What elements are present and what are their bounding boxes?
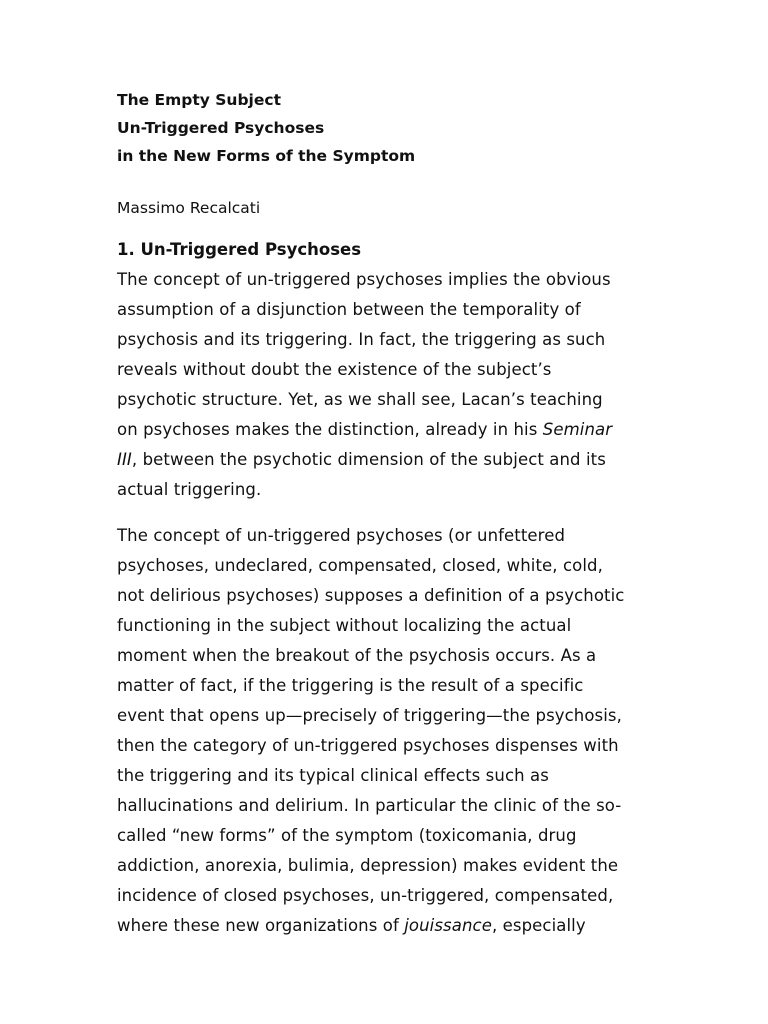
text-line: then the category of un-triggered psychoses dispenses with xyxy=(117,736,619,755)
title-line-1: The Empty Subject xyxy=(117,91,281,109)
text-line: matter of fact, if the triggering is the result of a specific xyxy=(117,676,584,695)
italic-term: jouissance xyxy=(404,916,492,935)
italic-title: Seminar xyxy=(542,420,613,439)
document-title xyxy=(117,86,677,170)
text-line: incidence of closed psychoses, un-triggered, compensated, xyxy=(117,886,614,905)
italic-title: III xyxy=(117,450,132,469)
text-line: actual triggering. xyxy=(117,480,262,499)
paragraph-2 xyxy=(117,521,657,941)
text-line: hallucinations and delirium. In particular the clinic of the so- xyxy=(117,796,622,815)
title-line-3: in the New Forms of the Symptom xyxy=(117,147,416,165)
text-line: event that opens up—precisely of triggering—the psychosis, xyxy=(117,706,622,725)
text-line: III, between the psychotic dimension of the subject and its xyxy=(117,450,606,469)
author-name: Massimo Recalcati xyxy=(117,199,261,217)
title-line-2: Un-Triggered Psychoses xyxy=(117,119,325,137)
text-line: The concept of un-triggered psychoses (or unfettered xyxy=(117,526,566,545)
text-line: the triggering and its typical clinical effects such as xyxy=(117,766,549,785)
section-heading: 1. Un-Triggered Psychoses xyxy=(117,240,362,259)
text-line: reveals without doubt the existence of the subject’s xyxy=(117,360,552,379)
text-line: addiction, anorexia, bulimia, depression) makes evident the xyxy=(117,856,619,875)
text-line: psychoses, undeclared, compensated, closed, white, cold, xyxy=(117,556,603,575)
text-line: psychotic structure. Yet, as we shall see, Lacan’s teaching xyxy=(117,390,603,409)
text-line: moment when the breakout of the psychosis occurs. As a xyxy=(117,646,597,665)
text-line: assumption of a disjunction between the temporality of xyxy=(117,300,581,319)
text-line: not delirious psychoses) supposes a definition of a psychotic xyxy=(117,586,625,605)
text-line: on psychoses makes the distinction, already in his Seminar xyxy=(117,420,613,439)
text-line: called “new forms” of the symptom (toxicomania, drug xyxy=(117,826,577,845)
text-line: functioning in the subject without localizing the actual xyxy=(117,616,572,635)
text-line: where these new organizations of jouissance, especially xyxy=(117,916,586,935)
text-line: The concept of un-triggered psychoses implies the obvious xyxy=(117,270,611,289)
text-line: psychosis and its triggering. In fact, the triggering as such xyxy=(117,330,606,349)
paragraph-1 xyxy=(117,265,657,505)
